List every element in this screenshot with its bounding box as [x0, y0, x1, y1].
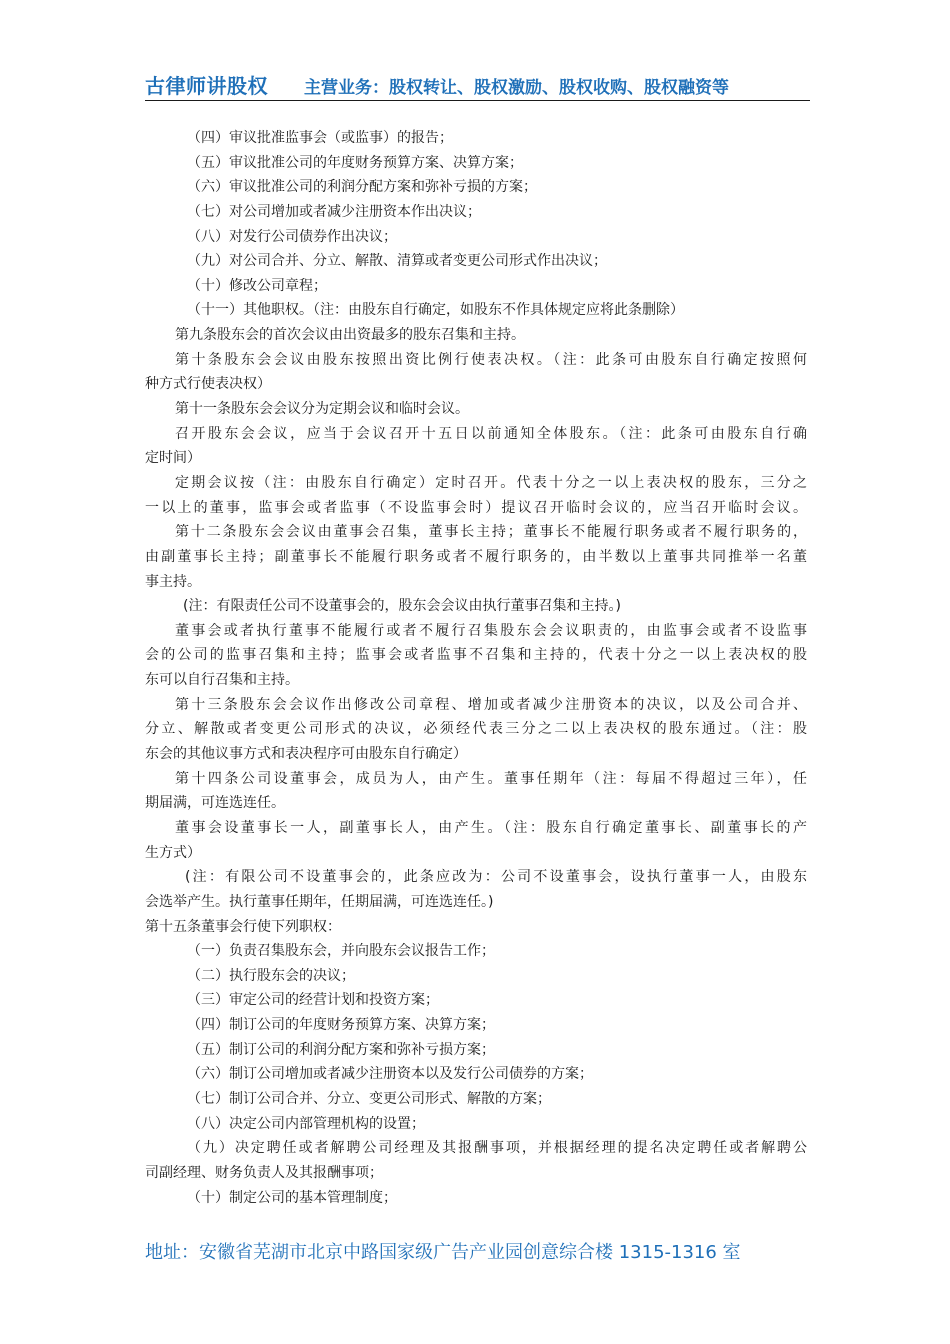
- text-line: 东会的其他议事方式和表决程序可由股东自行确定）: [145, 746, 467, 763]
- text-line: 会的公司的监事召集和主持；监事会或者监事不召集和主持的，代表十分之一以上表决权的股: [145, 647, 807, 664]
- text-line: （二）执行股东会的决议；: [187, 967, 355, 984]
- text-line: (注：有限责任公司不设董事会的，股东会会议由执行董事召集和主持。): [183, 598, 621, 615]
- document-body: [145, 126, 807, 1210]
- text-line: （十）修改公司章程；: [187, 277, 327, 294]
- text-line: （八）对发行公司债券作出决议；: [187, 228, 397, 245]
- text-line: （十一）其他职权。（注：由股东自行确定，如股东不作具体规定应将此条删除）: [187, 302, 684, 319]
- text-line: 定时间）: [145, 450, 201, 467]
- text-line: 董事会或者执行董事不能履行或者不履行召集股东会会议职责的，由监事会或者不设监事: [175, 622, 807, 639]
- text-line: （十）制定公司的基本管理制度；: [187, 1189, 397, 1206]
- text-line: （八）决定公司内部管理机构的设置；: [187, 1115, 425, 1132]
- text-line: 期届满，可连选连任。: [145, 795, 285, 812]
- text-line: （四）制订公司的年度财务预算方案、决算方案；: [187, 1017, 495, 1034]
- text-line: （七）对公司增加或者减少注册资本作出决议；: [187, 203, 481, 220]
- text-line: 分立、解散或者变更公司形式的决议，必须经代表三分之二以上表决权的股东通过。（注：股: [145, 721, 807, 738]
- text-line: （六）审议批准公司的利润分配方案和弥补亏损的方案；: [187, 179, 537, 196]
- brand-title: 古律师讲股权: [145, 74, 268, 98]
- text-line: 第十三条股东会会议作出修改公司章程、增加或者减少注册资本的决议，以及公司合并、: [175, 696, 807, 713]
- text-line: 召开股东会会议，应当于会议召开十五日以前通知全体股东。（注：此条可由股东自行确: [175, 425, 807, 442]
- business-scope: 主营业务：股权转让、股权激励、股权收购、股权融资等: [304, 78, 729, 98]
- text-line: 一以上的董事，监事会或者监事（不设监事会时）提议召开临时会议的，应当召开临时会议。: [145, 499, 807, 516]
- text-line: 第九条股东会的首次会议由出资最多的股东召集和主持。: [175, 327, 525, 344]
- text-line: 种方式行使表决权）: [145, 376, 271, 393]
- text-line: 第十二条股东会会议由董事会召集，董事长主持；董事长不能履行职务或者不履行职务的，: [175, 524, 807, 541]
- text-line: （六）制订公司增加或者减少注册资本以及发行公司债券的方案；: [187, 1066, 593, 1083]
- text-line: 生方式）: [145, 844, 201, 861]
- text-line: （五）审议批准公司的年度财务预算方案、决算方案；: [187, 154, 523, 171]
- text-line: 第十一条股东会会议分为定期会议和临时会议。: [175, 401, 469, 418]
- text-line: 司副经理、财务负责人及其报酬事项；: [145, 1164, 383, 1181]
- text-line: （四）审议批准监事会（或监事）的报告；: [187, 130, 453, 146]
- text-line: （一）负责召集股东会，并向股东会议报告工作；: [187, 943, 495, 960]
- text-line: 定期会议按（注：由股东自行确定）定时召开。代表十分之一以上表决权的股东，三分之: [175, 474, 807, 491]
- text-line: 由副董事长主持；副董事长不能履行职务或者不履行职务的，由半数以上董事共同推举一名董: [145, 548, 807, 565]
- text-line: （五）制订公司的利润分配方案和弥补亏损方案；: [187, 1041, 495, 1058]
- text-line: （三）审定公司的经营计划和投资方案；: [187, 992, 439, 1009]
- text-line: 董事会设董事长一人，副董事长人，由产生。（注：股东自行确定董事长、副董事长的产: [175, 819, 807, 836]
- text-line: （九）对公司合并、分立、解散、清算或者变更公司形式作出决议；: [187, 253, 607, 270]
- text-line: (注：有限公司不设董事会的，此条应改为：公司不设董事会，设执行董事一人，由股东: [185, 869, 807, 886]
- text-line: （七）制订公司合并、分立、变更公司形式、解散的方案；: [187, 1090, 551, 1107]
- text-line: （九）决定聘任或者解聘公司经理及其报酬事项，并根据经理的提名决定聘任或者解聘公: [187, 1140, 807, 1157]
- text-line: 第十四条公司设董事会，成员为人，由产生。董事任期年（注：每届不得超过三年），任: [175, 770, 807, 787]
- text-line: 第十条股东会会议由股东按照出资比例行使表决权。（注：此条可由股东自行确定按照何: [175, 351, 807, 368]
- text-line: 会选举产生。执行董事任期年，任期届满，可连选连任。): [145, 893, 494, 910]
- page-header: [145, 66, 810, 101]
- address-footer: 地址：安徽省芜湖市北京中路国家级广告产业园创意综合楼 1315-1316 室: [145, 1242, 741, 1263]
- text-line: 事主持。: [145, 573, 201, 590]
- text-line: 东可以自行召集和主持。: [145, 672, 299, 689]
- text-line: 第十五条董事会行使下列职权：: [145, 918, 341, 935]
